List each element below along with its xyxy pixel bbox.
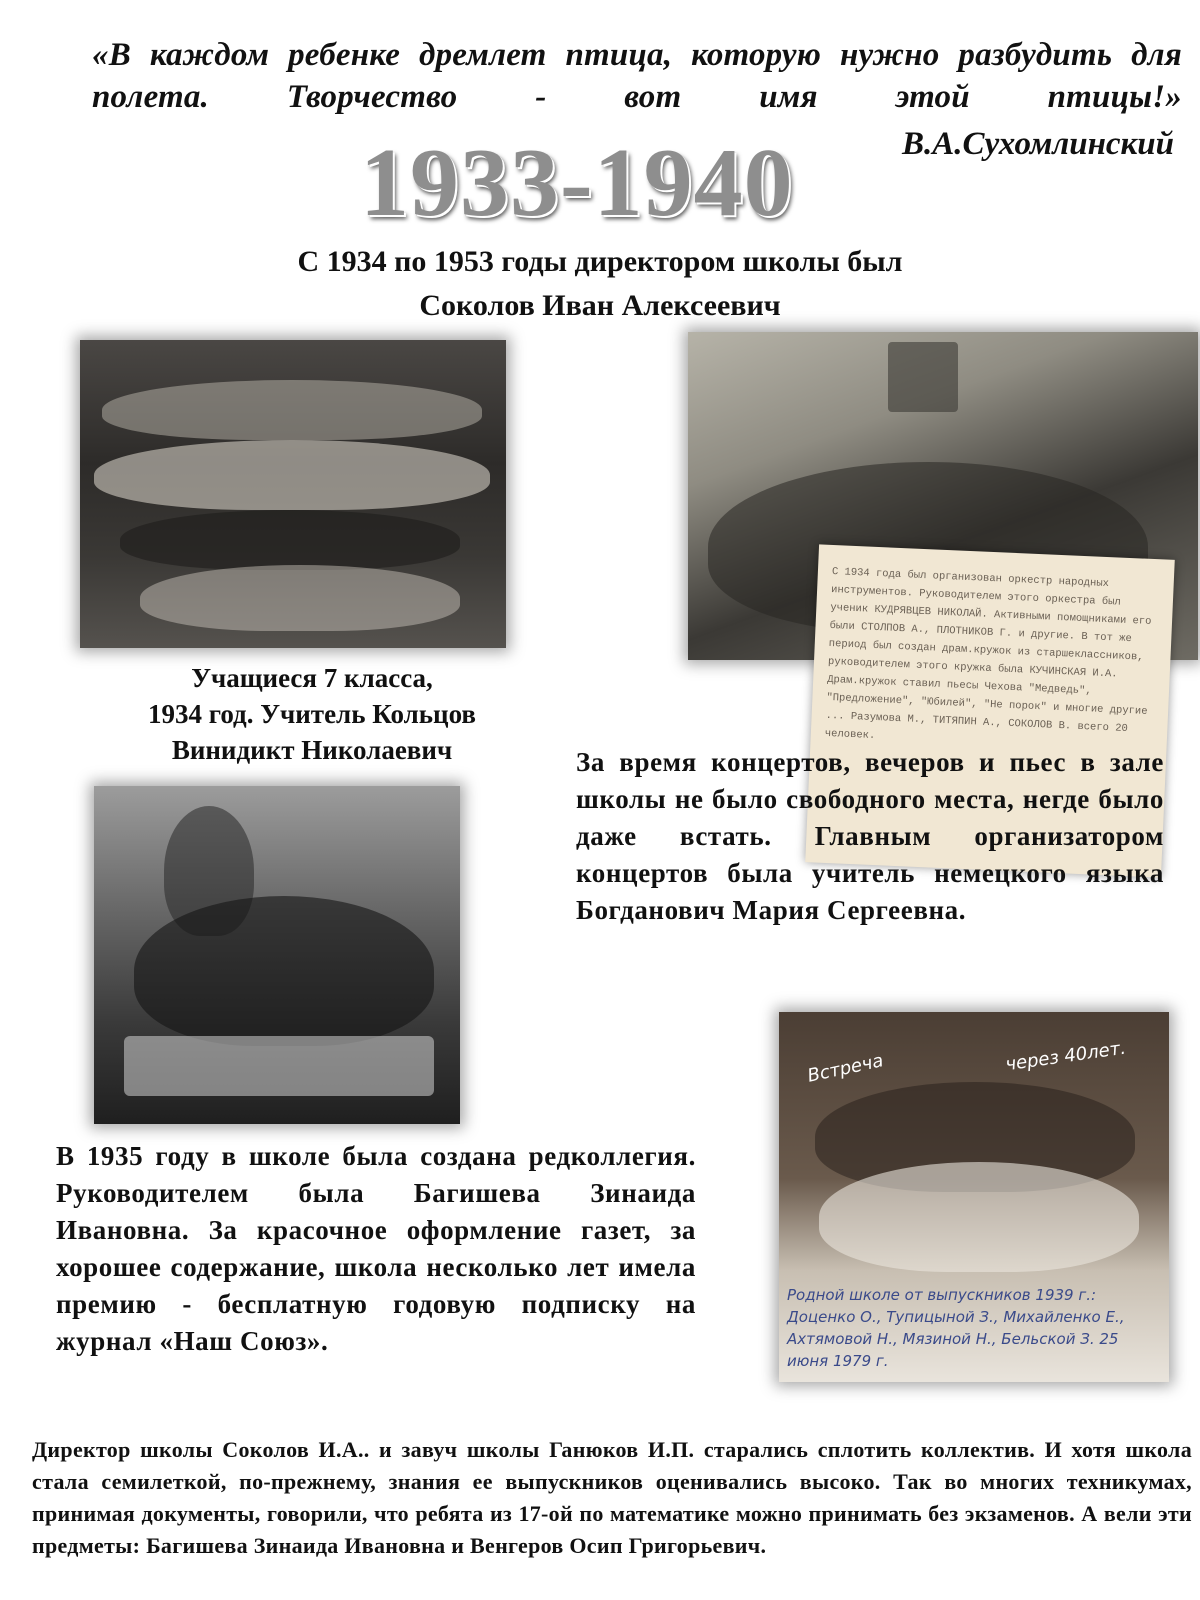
photo-seated-row bbox=[120, 510, 460, 570]
photo-front-row bbox=[140, 565, 460, 631]
photo-middle-row bbox=[94, 440, 490, 510]
period-heading: 1933-1940 bbox=[360, 129, 794, 237]
caption-line-3: Винидикт Николаевич bbox=[171, 735, 453, 765]
inscription-meeting: Встреча bbox=[805, 1050, 886, 1087]
photo-students bbox=[134, 896, 434, 1046]
editorial-board-photo bbox=[94, 786, 460, 1124]
photo-front-row bbox=[819, 1162, 1139, 1272]
reunion-photo bbox=[779, 1012, 1169, 1382]
class-photo bbox=[80, 340, 506, 648]
typed-document-note: С 1934 года был организован оркестр народных инструментов. Руководителем этого оркестра был ученик КУДРЯВЦЕВ НИКОЛАЙ. Активными помощниками его были СТОЛПОВ А., ПЛОТНИКОВ Г. и другие. В тот же период был создан драм.кружок из старшеклассников, руководителем этого кружка была КУЧИНСКАЯ И.А. Драм.кружок ставил пьесы Чехова "Медведь", "Предложение", "Юбилей", "Не порок" и многие другие ... Разумова М., ТИТЯПИН А., СОКОЛОВ В. всего 20 человек. bbox=[805, 544, 1175, 877]
epigraph-author: В.А.Сухомлинский bbox=[902, 126, 1174, 162]
caption-line-2: 1934 год. Учитель Кольцов bbox=[147, 699, 476, 729]
photo-back-row bbox=[102, 380, 482, 440]
editorial-paragraph: В 1935 году в школе была создана редколлегия. Руководителем была Багишева Зинаида Ивановна. За красочное оформление газет, за хорошее содержание, школа несколько лет имела премию - бесплатную годовую подписку на журнал «Наш Союз». bbox=[56, 1141, 696, 1356]
director-heading bbox=[200, 240, 1000, 328]
photo-wall-portrait bbox=[888, 342, 958, 412]
inscription-dedication: Родной школе от выпускников 1939 г.: Доценко О., Тупицыной З., Михайленко Е., Ахтямовой Н., Мязиной Н., Бельской З. 25 июня 1979 г. bbox=[787, 1286, 1125, 1370]
class-photo-caption bbox=[112, 660, 512, 768]
photo-table-papers bbox=[124, 1036, 434, 1096]
concerts-paragraph: За время концертов, вечеров и пьес в зале школы не было свободного места, негде было даже встать. Главным организатором концертов была учитель немецкого языка Богданович Мария Сергеевна. bbox=[576, 747, 1164, 925]
inscription-forty-years: через 40лет. bbox=[1004, 1037, 1128, 1076]
caption-line-1: Учащиеся 7 класса, bbox=[191, 663, 433, 693]
epigraph-quote: «В каждом ребенке дремлет птица, которую нужно разбудить для полета. Творчество - вот имя этой птицы!» bbox=[92, 37, 1182, 115]
bottom-paragraph: Директор школы Соколов И.А.. и завуч школы Ганюков И.П. старались сплотить коллектив. И хотя школа стала семилеткой, по-прежнему, знания ее выпускников оценивались высоко. Так во многих техникумах, принимая документы, говорили, что ребята из 17-ой по математике можно принимать без экзаменов. А вели эти предметы: Багишева Зинаида Ивановна и Венгеров Осип Григорьевич. bbox=[32, 1437, 1192, 1558]
director-line-2: Соколов Иван Алексеевич bbox=[419, 289, 781, 322]
director-line-1: С 1934 по 1953 годы директором школы был bbox=[297, 245, 903, 278]
